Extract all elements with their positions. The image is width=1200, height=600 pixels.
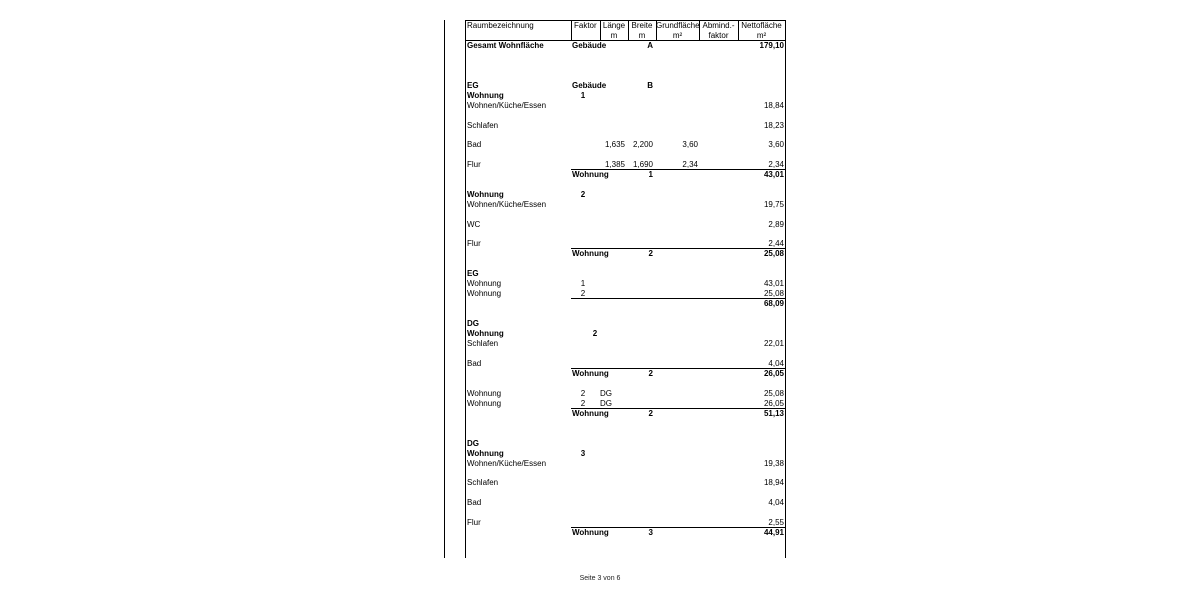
cell-netto: 25,08 xyxy=(763,249,784,258)
cell-name: Wohnung xyxy=(467,329,504,338)
cell-netto: 44,91 xyxy=(763,528,784,537)
cell-netto: 2,55 xyxy=(768,518,784,527)
cell-faktor: Wohnung xyxy=(572,409,609,418)
cell-name: Wohnen/Küche/Essen xyxy=(467,459,547,468)
cell-netto: 4,04 xyxy=(768,498,784,507)
header-laenge: Länge xyxy=(602,21,626,30)
cell-netto: 43,01 xyxy=(763,279,784,288)
cell-faktor: Wohnung xyxy=(572,170,609,179)
table-border-right xyxy=(785,20,786,558)
cell-code: DG xyxy=(600,389,612,398)
header-grundflaeche-unit: m² xyxy=(672,31,683,40)
header-faktor: Faktor xyxy=(574,21,597,30)
cell-breite: A xyxy=(647,41,653,50)
cell-name: EG xyxy=(467,269,479,278)
cell-num: 3 xyxy=(580,449,586,458)
cell-name: Flur xyxy=(467,160,481,169)
cell-name: DG xyxy=(467,439,479,448)
cell-name: Schlafen xyxy=(467,478,499,487)
header-abmindfaktor: Abmind.- xyxy=(702,21,735,30)
cell-netto: 26,05 xyxy=(763,369,784,378)
cell-breite: 2 xyxy=(648,249,653,258)
cell-name: Schlafen xyxy=(467,121,499,130)
cell-num: 2 xyxy=(580,399,586,408)
cell-num2: 2 xyxy=(592,329,598,338)
cell-breite: 2 xyxy=(648,369,653,378)
cell-netto: 3,60 xyxy=(768,140,784,149)
cell-code: DG xyxy=(600,399,612,408)
cell-breite: 3 xyxy=(648,528,653,537)
cell-name: Wohnung xyxy=(467,389,502,398)
cell-name: Wohnen/Küche/Essen xyxy=(467,101,547,110)
cell-netto: 26,05 xyxy=(763,399,784,408)
cell-netto: 51,13 xyxy=(763,409,784,418)
cell-netto: 22,01 xyxy=(763,339,784,348)
cell-grund: 3,60 xyxy=(682,140,698,149)
cell-name: Bad xyxy=(467,359,482,368)
cell-name: Flur xyxy=(467,239,481,248)
cell-netto: 25,08 xyxy=(763,289,784,298)
cell-netto: 2,44 xyxy=(768,239,784,248)
cell-name: Wohnung xyxy=(467,399,502,408)
cell-netto: 4,04 xyxy=(768,359,784,368)
cell-name: Schlafen xyxy=(467,339,499,348)
cell-name: Flur xyxy=(467,518,481,527)
cell-num: 1 xyxy=(580,279,586,288)
cell-netto: 18,94 xyxy=(763,478,784,487)
table-border-left xyxy=(444,20,445,558)
cell-num: 2 xyxy=(580,289,586,298)
cell-name: Wohnung xyxy=(467,91,504,100)
cell-faktor: Gebäude xyxy=(572,41,607,50)
cell-breite: 1 xyxy=(648,170,653,179)
header-breite-unit: m xyxy=(638,31,646,40)
cell-name: WC xyxy=(467,220,481,229)
cell-name: Wohnung xyxy=(467,449,504,458)
header-breite: Breite xyxy=(631,21,653,30)
column-divider-faktor xyxy=(571,20,572,40)
cell-netto: 43,01 xyxy=(763,170,784,179)
cell-netto: 19,38 xyxy=(763,459,784,468)
cell-breite: 1,690 xyxy=(632,160,653,169)
cell-faktor: Wohnung xyxy=(572,249,609,258)
cell-name: Wohnung xyxy=(467,190,504,199)
cell-name: Wohnen/Küche/Essen xyxy=(467,200,547,209)
cell-breite: B xyxy=(647,81,653,90)
header-nettoflaeche-unit: m² xyxy=(756,31,767,40)
cell-breite: 2,200 xyxy=(632,140,653,149)
header-grundflaeche: Grundfläche xyxy=(656,21,700,30)
cell-faktor: Gebäude xyxy=(572,81,607,90)
cell-name: Gesamt Wohnfläche xyxy=(467,41,544,50)
cell-netto: 2,89 xyxy=(768,220,784,229)
header-raumbezeichnung: Raumbezeichnung xyxy=(467,21,534,30)
cell-netto: 2,34 xyxy=(768,160,784,169)
cell-netto: 18,84 xyxy=(763,101,784,110)
cell-netto: 179,10 xyxy=(759,41,784,50)
cell-netto: 25,08 xyxy=(763,389,784,398)
cell-grund: 2,34 xyxy=(682,160,698,169)
cell-breite: 2 xyxy=(648,409,653,418)
cell-netto: 18,23 xyxy=(763,121,784,130)
cell-laenge: 1,635 xyxy=(604,140,625,149)
cell-name: Wohnung xyxy=(467,279,502,288)
header-abmindfaktor-2: faktor xyxy=(708,31,729,40)
cell-num: 2 xyxy=(580,389,586,398)
cell-name: EG xyxy=(467,81,479,90)
cell-netto: 68,09 xyxy=(763,299,784,308)
cell-laenge: 1,385 xyxy=(604,160,625,169)
cell-netto: 19,75 xyxy=(763,200,784,209)
cell-name: DG xyxy=(467,319,479,328)
column-divider-name xyxy=(465,20,466,558)
page-footer: Seite 3 von 6 xyxy=(579,575,621,582)
cell-faktor: Wohnung xyxy=(572,528,609,537)
cell-num: 2 xyxy=(580,190,586,199)
cell-name: Bad xyxy=(467,140,482,149)
area-calculation-table xyxy=(444,20,786,558)
header-nettoflaeche: Nettofläche xyxy=(741,21,782,30)
cell-name: Bad xyxy=(467,498,482,507)
cell-num: 1 xyxy=(580,91,586,100)
cell-faktor: Wohnung xyxy=(572,369,609,378)
cell-name: Wohnung xyxy=(467,289,502,298)
header-laenge-unit: m xyxy=(610,31,618,40)
